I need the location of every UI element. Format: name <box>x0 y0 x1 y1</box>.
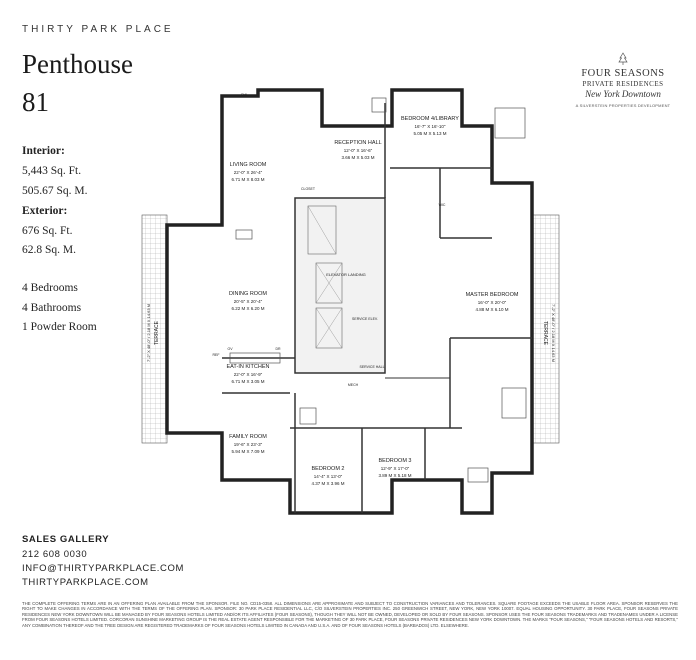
floor-plan <box>140 88 570 520</box>
sales-gallery-label: SALES GALLERY <box>22 534 110 545</box>
dim-terrace-left: 7'-2" X 48'-0" / 2.18 M X 14.63 M <box>146 304 151 362</box>
exterior-label: Exterior: <box>22 205 68 217</box>
dim-bedroom-2-ft: 14'-4" X 13'-0" <box>313 474 343 479</box>
dim-living-room-m: 6.71 M X 8.03 M <box>231 177 265 182</box>
dim-bedroom-3-ft: 12'-9" X 17'-0" <box>380 466 410 471</box>
dim-library-m: 5.05 M X 5.13 M <box>413 131 447 136</box>
label-mech: MECH <box>347 383 359 387</box>
label-bedroom-2: BEDROOM 2 <box>311 466 345 472</box>
logo-line-1: FOUR SEASONS <box>581 68 665 79</box>
dim-dining-room-ft: 20'-5" X 20'-4" <box>233 299 263 304</box>
dim-family-room-ft: 19'-6" X 23'-3" <box>233 442 263 447</box>
dim-dining-room-m: 6.22 M X 6.20 M <box>231 306 265 311</box>
exterior-sqm: 62.8 Sq. M. <box>22 244 76 256</box>
exterior-sqft: 676 Sq. Ft. <box>22 225 73 237</box>
website-link[interactable]: THIRTYPARKPLACE.COM <box>22 577 149 588</box>
dim-master-bedroom-ft: 16'-0" X 20'-0" <box>477 300 507 305</box>
powder-room-count: 1 Powder Room <box>22 321 97 333</box>
label-terrace-left: TERRACE <box>154 321 160 345</box>
label-closet: CLOSET <box>300 187 316 191</box>
building-core <box>295 198 385 373</box>
label-service-elevator: SERVICE ELEV. <box>352 317 378 321</box>
label-master-bedroom: MASTER BEDROOM <box>465 292 519 298</box>
label-elevator-landing: ELEVATOR LANDING <box>326 272 366 277</box>
bedrooms-count: 4 Bedrooms <box>22 282 78 294</box>
label-library: BEDROOM 4/LIBRARY <box>401 116 459 122</box>
dim-terrace-right: 7'-2" X 48'-0" / 2.18 M X 14.63 M <box>551 304 556 362</box>
dim-bedroom-2-m: 4.37 M X 3.96 M <box>311 481 345 486</box>
dim-living-room-ft: 22'-0" X 26'-4" <box>233 170 263 175</box>
dim-master-bedroom-m: 4.88 M X 6.10 M <box>475 307 509 312</box>
four-seasons-logo <box>568 52 678 108</box>
dim-reception-hall-ft: 12'-0" X 16'-6" <box>343 148 373 153</box>
label-wic: WIC <box>438 203 446 207</box>
tree-icon <box>615 52 631 66</box>
dim-kitchen-m: 6.71 M X 3.05 M <box>231 379 265 384</box>
interior-sqm: 505.67 Sq. M. <box>22 185 88 197</box>
label-dining-room: DINING ROOM <box>229 291 267 297</box>
bathrooms-count: 4 Bathrooms <box>22 302 82 314</box>
legal-disclaimer: THE COMPLETE OFFERING TERMS ARE IN AN OFFERING PLAN AVAILABLE FROM THE SPONSOR. FILE NO. CD15-0358. ALL DIMENSIONS ARE APPROXIMATE AND SUBJECT TO CONSTRUCTION VARIANCES AND TOLERANCES. SQUARE FOOTAGE EXCEEDS THE USABLE FLOOR AREA. SPONSOR RESERVES THE RIGHT TO MAKE CHANGES IN ACCORDANCE WITH THE TERMS OF THE OFFERING PLAN. SPONSOR: 30 PARK PLACE RESIDENTIAL LLC, C/O SILVERSTEIN PROPERTIES INC. 250 GREENWICH STREET, NEW YORK, NEW YORK 10007. EQUAL HOUSING OPPORTUNITY. 30 PARK PLACE, FOUR SEASONS PRIVATE RESIDENCES NEW YORK DOWNTOWN WILL BE MANAGED BY FOUR SEASONS HOTELS LIMITED AND/OR ITS AFFILIATES (FOUR SEASONS), THOUGH THEY WILL NOT BE OWNED, DEVELOPED OR SOLD BY FOUR SEASONS. SPONSOR USES THE FOUR SEASONS TRADEMARKS AND TRADENAMES UNDER A LICENSE FROM FOUR SEASONS HOTELS LIMITED. CORCORAN SUNSHINE MARKETING GROUP IS THE REAL ESTATE AGENT RESPONSIBLE FOR THE MARKETING OF 30 PARK PLACE, FOUR SEASONS PRIVATE RESIDENCES NEW YORK DOWNTOWN. THE MARKS "FOUR SEASONS," "FOUR SEASONS HOTELS AND RESORTS," ANY COMBINATION THEREOF AND THE TREE DESIGN ARE REGISTERED TRADEMARKS OF FOUR SEASONS HOTELS LIMITED IN CANADA AND U.S.A. AND OF FOUR SEASONS HOTELS (BARBADOS) LTD. ELSEWHERE. <box>22 601 678 628</box>
label-living-room: LIVING ROOM <box>229 162 267 168</box>
interior-label: Interior: <box>22 145 65 157</box>
logo-line-3: New York Downtown <box>585 89 661 99</box>
label-service-hall: SERVICE HALL <box>359 365 385 369</box>
dim-family-room-m: 5.94 M X 7.09 M <box>231 449 265 454</box>
brand-title: THIRTY PARK PLACE <box>22 24 174 35</box>
label-washer-dryer: DW <box>241 93 247 97</box>
label-terrace-right: TERRACE <box>542 321 548 345</box>
logo-line-2: PRIVATE RESIDENCES <box>582 80 664 88</box>
label-ov: OV <box>227 347 233 351</box>
label-kitchen: EAT-IN KITCHEN <box>226 364 270 370</box>
label-family-room: FAMILY ROOM <box>229 434 267 440</box>
logo-line-4: A SILVERSTEIN PROPERTIES DEVELOPMENT <box>575 103 671 108</box>
dim-library-ft: 16'-7" X 16'-10" <box>414 124 446 129</box>
sales-email-link[interactable]: INFO@THIRTYPARKPLACE.COM <box>22 563 184 574</box>
label-dr: DR <box>275 347 281 351</box>
interior-sqft: 5,443 Sq. Ft. <box>22 165 82 177</box>
unit-name: Penthouse <box>22 49 133 79</box>
label-refrigerator: REF <box>212 353 220 357</box>
dim-kitchen-ft: 22'-0" X 16'-9" <box>233 372 263 377</box>
dim-reception-hall-m: 3.66 M X 5.03 M <box>341 155 375 160</box>
sales-phone[interactable]: 212 608 0030 <box>22 549 88 560</box>
unit-number: 81 <box>22 87 49 117</box>
label-reception-hall: RECEPTION HALL <box>334 140 382 146</box>
label-bedroom-3: BEDROOM 3 <box>378 458 412 464</box>
dim-bedroom-3-m: 3.89 M X 5.18 M <box>378 473 412 478</box>
